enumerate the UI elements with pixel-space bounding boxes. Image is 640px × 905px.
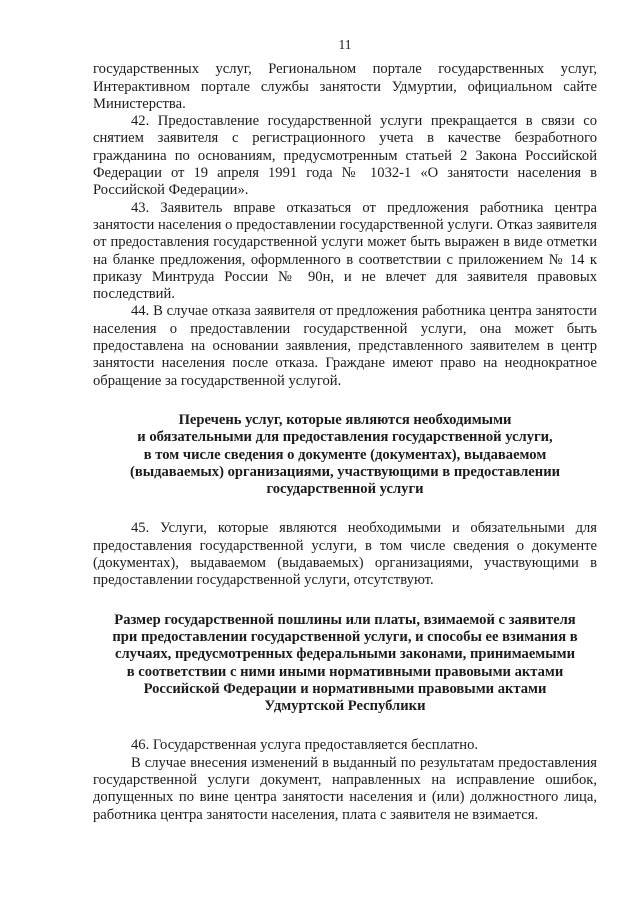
heading-line: в том числе сведения о документе (документах), выдаваемом <box>143 446 547 463</box>
heading-line: при предоставлении государственной услуги, и способы ее взимания в <box>112 628 578 645</box>
heading-line: Перечень услуг, которые являются необходимыми <box>178 411 512 428</box>
spacer <box>93 498 597 520</box>
heading-line: случаях, предусмотренных федеральными законами, принимаемыми <box>114 646 575 663</box>
section-heading-services-list <box>93 412 597 498</box>
paragraph-46: 46. Государственная услуга предоставляется бесплатно. <box>131 737 479 754</box>
page-number: 11 <box>338 37 352 52</box>
paragraph-43: 43. Заявитель вправе отказаться от предложения работника центра занятости населения о предоставлении государственной услуги. Отказ заявителя от предоставления государственной услуги может быть выражен в виде отметки на бланке предложения, оформленного в соответствии с приложением № 14 к приказу Минтруда России № 90н, и не влечет для заявителя правовых последствий. <box>93 199 597 303</box>
paragraph-44: 44. В случае отказа заявителя от предложения работника центра занятости населения о предоставлении государственной услуги, она может быть предоставлена на основании заявления, представленного заявителем в центр занятости населения после отказа. Граждане имеют право на неоднократное обращение за государственной услугой. <box>93 303 597 389</box>
spacer <box>93 590 597 612</box>
heading-line: (выдаваемых) организациями, участвующими в предоставлении <box>129 463 561 480</box>
paragraph-46-continuation: В случае внесения изменений в выданный по результатам предоставления государственной услуги документ, направленных на исправление ошибок, допущенных по вине центра занятости населения и (или) должностного лица, работника центра занятости населения, плата с заявителя не взимается. <box>93 754 597 823</box>
heading-line: государственной услуги <box>266 481 424 498</box>
spacer <box>93 715 597 737</box>
heading-line: в соответствии с ними иными нормативными правовыми актами <box>126 663 564 680</box>
section-heading-state-fee <box>93 612 597 716</box>
heading-line: Российской Федерации и нормативными правовыми актами <box>143 680 547 697</box>
paragraph-45: 45. Услуги, которые являются необходимыми и обязательными для предоставления государственной услуги, в том числе сведения о документе (документах), выдаваемом (выдаваемых) организациями, участвующими в предоставлении государственной услуги, отсутствуют. <box>93 520 597 589</box>
paragraph-continuation: государственных услуг, Региональном портале государственных услуг, Интерактивном портале службы занятости Удмуртии, официальном сайте Министерства. <box>93 61 597 112</box>
heading-line: Удмуртской Республики <box>264 698 426 715</box>
heading-line: и обязательными для предоставления государственной услуги, <box>137 429 553 446</box>
spacer <box>93 390 597 412</box>
paragraph-42: 42. Предоставление государственной услуги прекращается в связи со снятием заявителя с регистрационного учета в качестве безработного гражданина по основаниям, предусмотренным статьей 2 Закона Российской Федерации от 19 апреля 1991 года № 1032-1 «О занятости населения в Российской Федерации». <box>93 113 597 199</box>
heading-line: Размер государственной пошлины или платы, взимаемой с заявителя <box>114 611 576 628</box>
